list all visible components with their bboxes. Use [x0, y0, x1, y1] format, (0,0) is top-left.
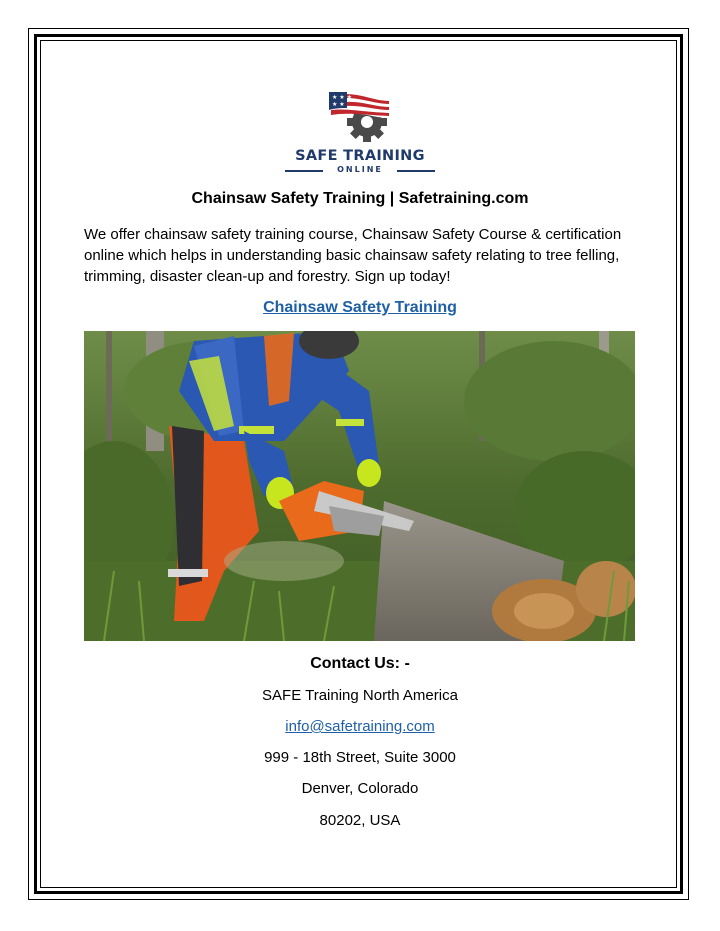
contact-email-line — [84, 718, 636, 735]
flag-gear-icon — [285, 88, 435, 146]
chainsaw-safety-training-link[interactable]: Chainsaw Safety Training — [263, 299, 457, 316]
contact-city: Denver, Colorado — [301, 780, 419, 797]
contact-heading: Contact Us: - — [310, 655, 410, 672]
contact-street: 999 - 18th Street, Suite 3000 — [264, 749, 456, 766]
logo-tagline: ONLINE — [337, 165, 383, 174]
contact-email-link[interactable]: info@safetraining.com — [285, 718, 435, 735]
logo-wordmark: SAFE TRAINING — [295, 148, 425, 164]
svg-text:★ ★: ★ ★ — [332, 101, 345, 108]
page-title: Chainsaw Safety Training | Safetraining.com — [191, 190, 529, 207]
forest-scene-illustration — [84, 331, 635, 641]
chainsaw-worker-photo — [84, 331, 635, 641]
logo-rule-right — [397, 170, 435, 172]
course-link — [84, 299, 636, 317]
contact-company: SAFE Training North America — [262, 687, 458, 704]
contact-zip-country: 80202, USA — [319, 812, 401, 829]
safe-training-logo — [285, 88, 435, 178]
description-paragraph: We offer chainsaw safety training course, Chainsaw Safety Course & certification online which helps in understanding basic chainsaw safety relating to tree felling, trimming, disaster clean-up and forestry. Sign up today! — [84, 226, 622, 285]
svg-text:★ ★ ★: ★ ★ ★ — [332, 94, 352, 101]
